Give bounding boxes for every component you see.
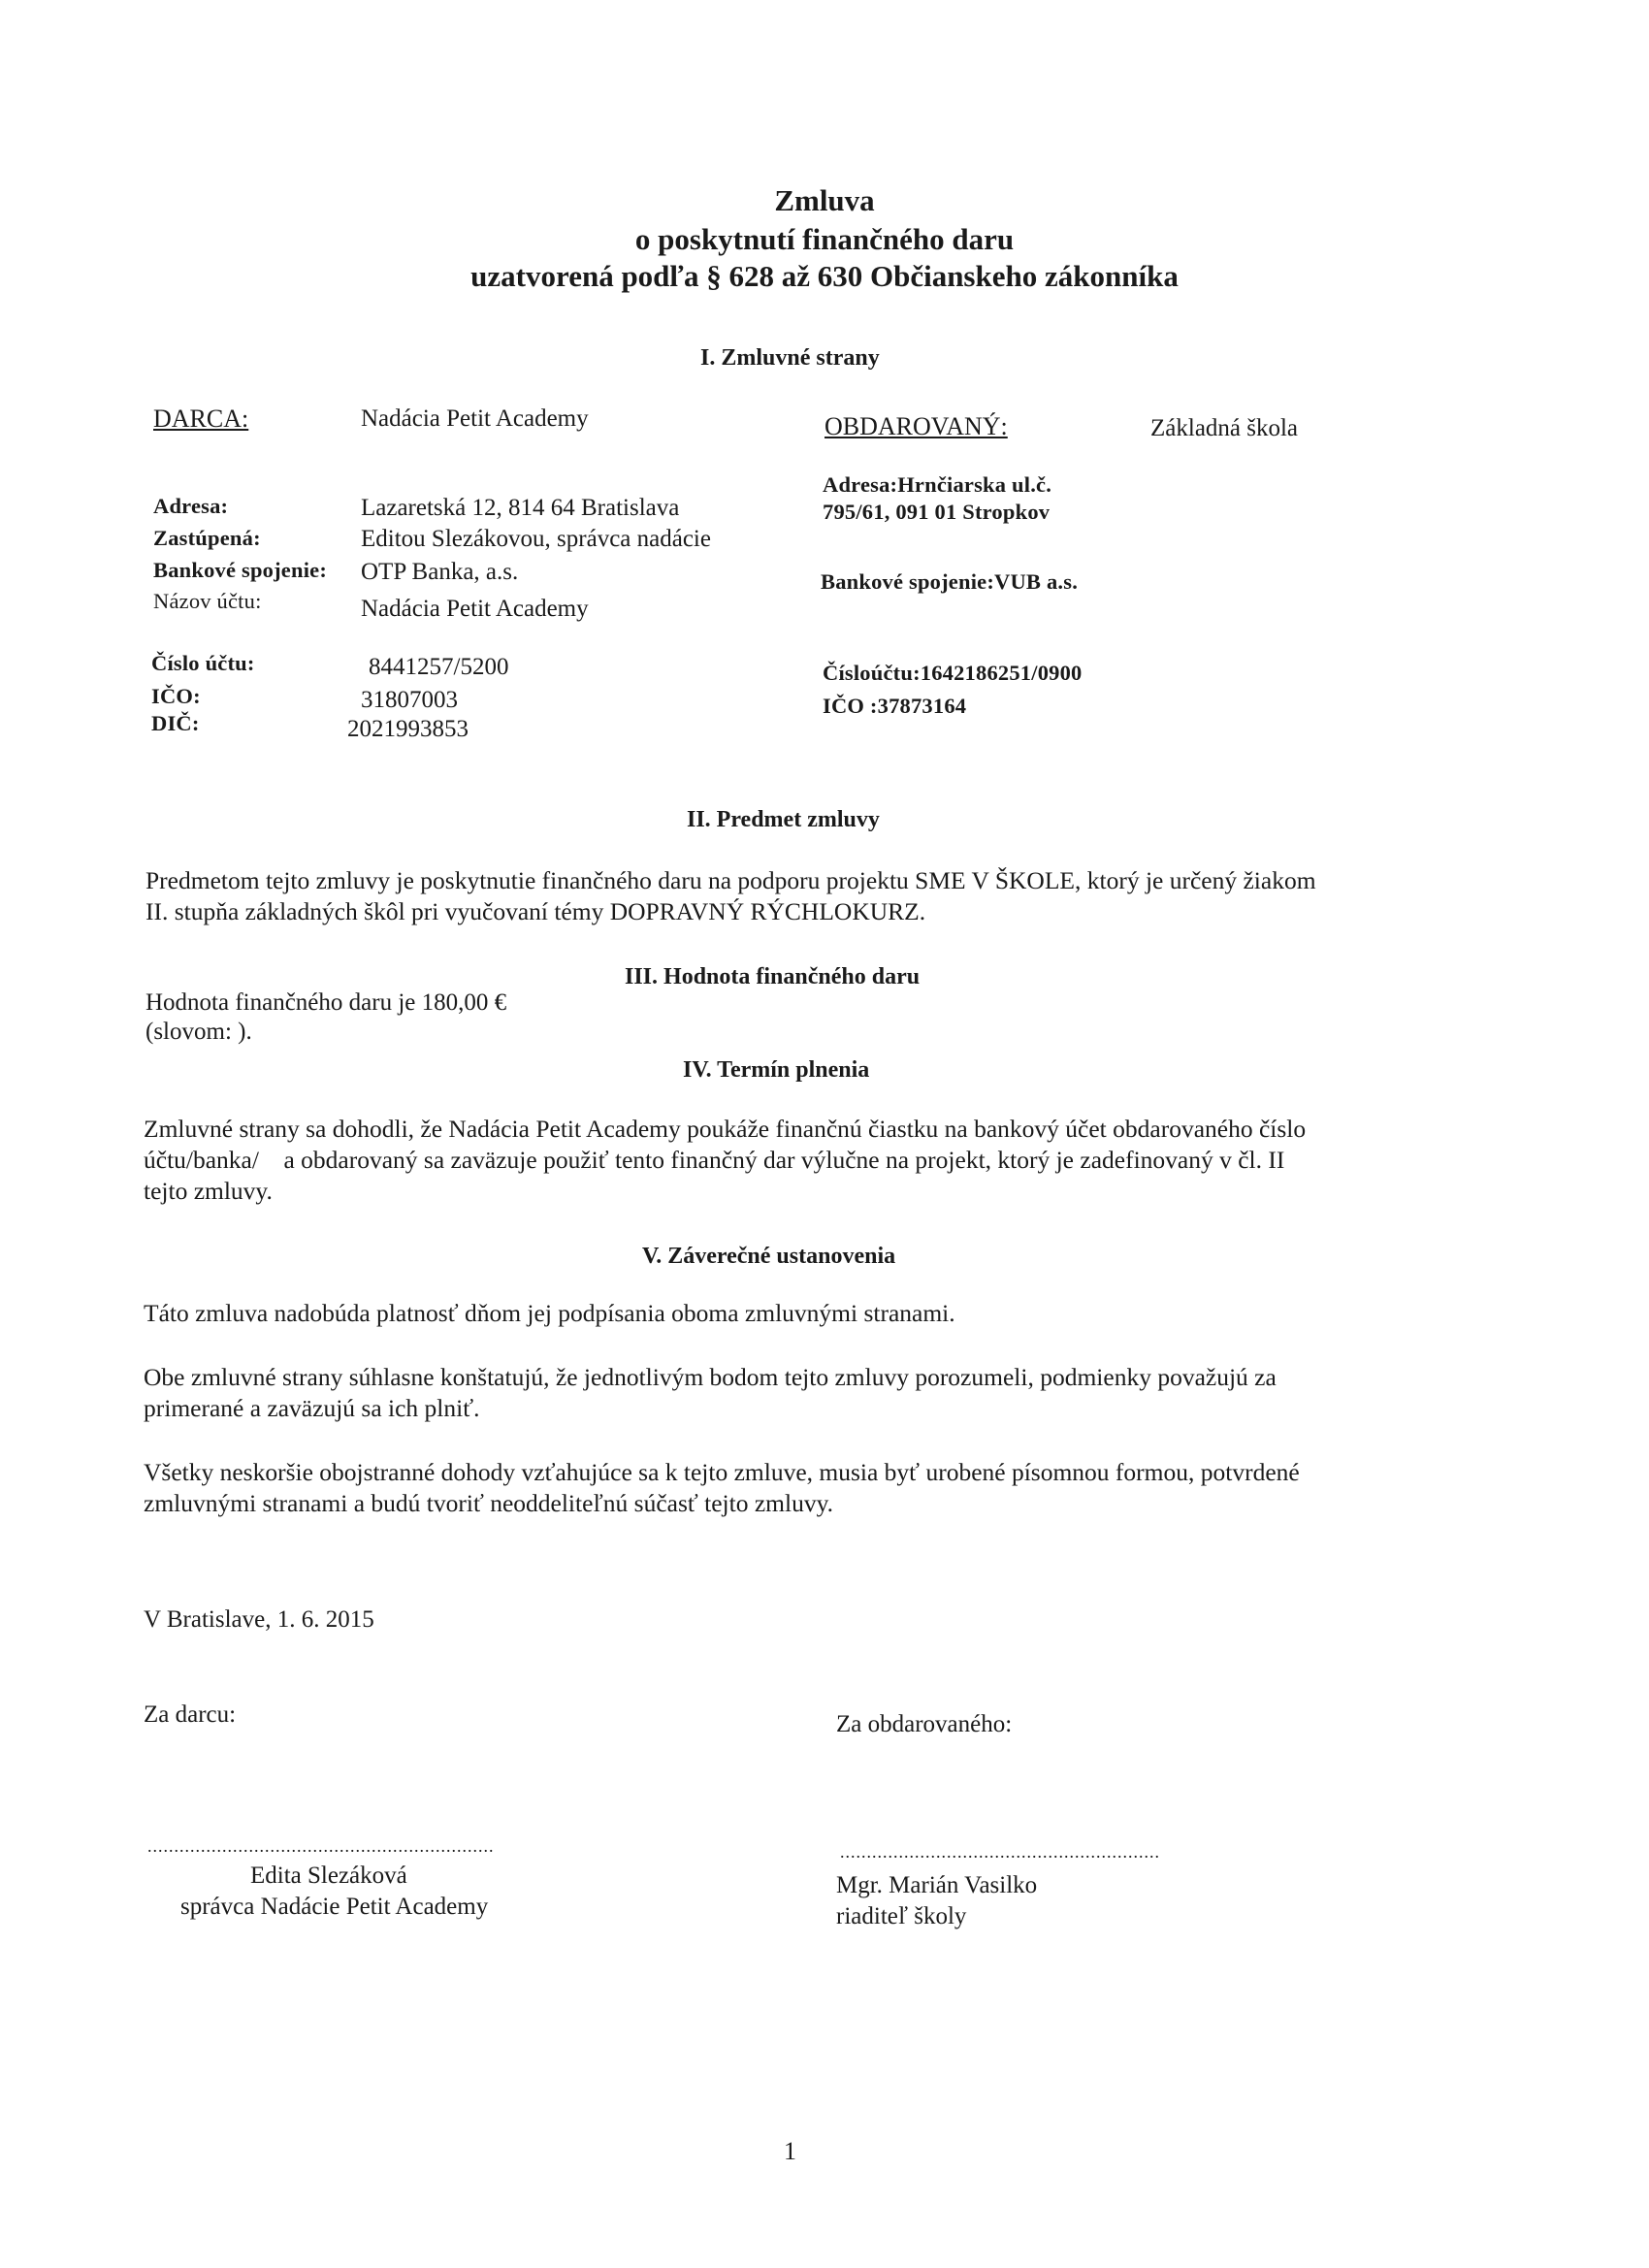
contract-subtitle: o poskytnutí finančného daru (634, 222, 1015, 256)
section-2-title: II. Predmet zmluvy (687, 807, 880, 832)
donor-bank: OTP Banka, a.s. (361, 559, 519, 585)
donor-signatory-name: Edita Slezáková (250, 1863, 407, 1889)
recipient-signature-label: Za obdarovaného: (836, 1711, 1013, 1737)
contract-title: Zmluva (774, 183, 875, 217)
donor-ico: 31807003 (361, 687, 458, 713)
page-number: 1 (784, 2137, 796, 2165)
gift-value: Hodnota finančného daru je 180,00 € (146, 989, 507, 1016)
donor-signatory-role: správca Nadácie Petit Academy (180, 1894, 489, 1920)
contract-legal-basis: uzatvorená podľa § 628 až 630 Občianskeho zákonníka (470, 259, 1179, 293)
recipient-signatory-name: Mgr. Marián Vasilko (836, 1872, 1038, 1898)
recipient-ico: IČO :37873164 (823, 694, 967, 718)
donor-name: Nadácia Petit Academy (361, 405, 589, 432)
section-4-line3: tejto zmluvy. (144, 1177, 273, 1205)
donor-address-label: Adresa: (153, 494, 229, 518)
recipient-signature-line: ............................................................ (840, 1842, 1160, 1862)
donor-ico-label: IČO: (151, 684, 201, 708)
section-1-title: I. Zmluvné strany (700, 345, 880, 371)
recipient-signatory-role: riaditeľ školy (836, 1903, 967, 1929)
place-date: V Bratislave, 1. 6. 2015 (144, 1606, 374, 1633)
section-5-p3-line1: Všetky neskoršie obojstranné dohody vzťahujúce sa k tejto zmluve, musia byť urobené písomnou formou, potvrdené (144, 1458, 1300, 1486)
section-4-title: IV. Termín plnenia (683, 1057, 870, 1083)
section-5-p1: Táto zmluva nadobúda platnosť dňom jej podpísania oboma zmluvnými stranami. (144, 1299, 955, 1327)
donor-represented-label: Zastúpená: (153, 526, 261, 550)
section-2-line1: Predmetom tejto zmluvy je poskytnutie finančného daru na podporu projektu SME V ŠKOLE, ktorý je určený žiakom (146, 866, 1316, 894)
donor-account-number: 8441257/5200 (369, 654, 509, 680)
donor-signature-line: ................................................................. (147, 1836, 495, 1856)
donor-dic: 2021993853 (347, 716, 469, 742)
donor-account-name: Nadácia Petit Academy (361, 596, 589, 622)
section-3-title: III. Hodnota finančného daru (625, 964, 921, 989)
section-5-title: V. Záverečné ustanovenia (642, 1244, 896, 1269)
section-4-line2: účtu/banka/ a obdarovaný sa zaväzuje použiť tento finančný dar výlučne na projekt, ktorý je zadefinovaný v čl. II (144, 1146, 1285, 1174)
section-2-line2: II. stupňa základných škôl pri vyučovaní témy DOPRAVNÝ RÝCHLOKURZ. (146, 897, 926, 925)
recipient-name: Základná škola (1150, 415, 1299, 441)
donor-header: DARCA: (153, 405, 249, 433)
donor-represented: Editou Slezákovou, správca nadácie (361, 526, 711, 552)
donor-dic-label: DIČ: (151, 711, 200, 735)
donor-signature-label: Za darcu: (144, 1701, 237, 1728)
donor-account-number-label: Číslo účtu: (151, 651, 255, 675)
section-5-p2-line2: primerané a zaväzujú sa ich plniť. (144, 1394, 480, 1422)
donor-account-name-label: Názov účtu: (153, 589, 262, 613)
recipient-address-line2: 795/61, 091 01 Stropkov (823, 500, 1051, 524)
donor-address: Lazaretská 12, 814 64 Bratislava (361, 495, 680, 521)
recipient-header: OBDAROVANÝ: (824, 412, 1008, 440)
section-4-line1: Zmluvné strany sa dohodli, že Nadácia Petit Academy poukáže finančnú čiastku na bankový účet obdarovaného číslo (144, 1115, 1307, 1143)
recipient-bank: Bankové spojenie:VUB a.s. (821, 569, 1079, 594)
section-5-p2-line1: Obe zmluvné strany súhlasne konštatujú, že jednotlivým bodom tejto zmluvy porozumeli, podmienky považujú za (144, 1363, 1277, 1391)
section-5-p3-line2: zmluvnými stranami a budú tvoriť neoddeliteľnú súčasť tejto zmluvy. (144, 1489, 834, 1517)
donor-bank-label: Bankové spojenie: (153, 558, 328, 582)
recipient-address-line1: Adresa:Hrnčiarska ul.č. (823, 472, 1052, 497)
gift-value-words: (slovom: ). (146, 1019, 252, 1045)
recipient-account: Čísloúčtu:1642186251/0900 (823, 661, 1083, 685)
